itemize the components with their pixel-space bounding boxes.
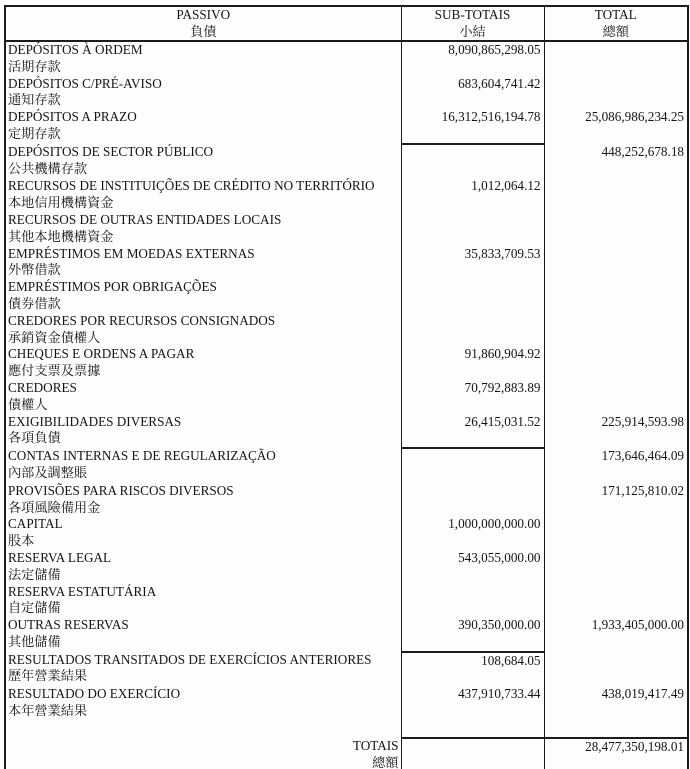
- total-value: [544, 41, 688, 76]
- account-name-zh: 債券借款: [8, 295, 61, 311]
- header-subtotals-pt: SUB-TOTAIS: [434, 7, 511, 22]
- account-row: [5, 483, 688, 517]
- account-name-cell: [5, 346, 401, 380]
- account-name-zh: 外幣借款: [8, 262, 61, 278]
- account-name-zh: 本年營業結果: [8, 703, 88, 719]
- subtotal-value: 70,792,883.89: [401, 380, 544, 414]
- account-row: [5, 617, 688, 652]
- account-name-pt: OUTRAS RESERVAS: [8, 617, 129, 633]
- subtotal-value: 108,684.05: [401, 652, 544, 687]
- account-name-cell: [5, 279, 401, 313]
- account-name-zh: 各項負債: [8, 430, 61, 446]
- total-value: 438,019,417.49: [601, 686, 684, 702]
- spacer-subtotal-cell: [401, 720, 544, 738]
- total-value: [544, 652, 688, 687]
- total-value: [544, 76, 688, 110]
- account-name-pt: EXIGIBILIDADES DIVERSAS: [8, 413, 182, 429]
- account-name-zh: 其他儲備: [8, 633, 61, 649]
- account-name-cell: [5, 617, 401, 652]
- subtotal-value: 8,090,865,298.05: [401, 41, 544, 76]
- account-name-cell: [5, 212, 401, 246]
- subtotal-value: 35,833,709.53: [401, 246, 544, 280]
- account-name-cell: [5, 41, 401, 76]
- account-name-pt: DEPÓSITOS A PRAZO: [8, 109, 137, 125]
- spacer-row: [5, 720, 688, 738]
- totals-row: [5, 738, 688, 769]
- grand-total-value: 28,477,350,198.01: [544, 738, 688, 769]
- account-name-zh: 債權人: [8, 396, 48, 412]
- account-row: [5, 686, 688, 720]
- account-name-cell: [5, 109, 401, 144]
- account-name-cell: [5, 483, 401, 517]
- totals-subtotal-cell: [401, 738, 544, 769]
- account-name-zh: 自定儲備: [8, 600, 61, 616]
- account-name-zh: 其他本地機構資金: [8, 228, 114, 244]
- header-row: [5, 6, 688, 41]
- account-name-pt: CONTAS INTERNAS E DE REGULARIZAÇÃO: [8, 448, 276, 464]
- subtotal-value: 1,012,064.12: [401, 178, 544, 212]
- account-name-zh: 公共機構存款: [8, 160, 88, 176]
- subtotal-value: [401, 279, 544, 313]
- account-name-zh: 歷年營業結果: [8, 668, 88, 684]
- account-row: [5, 279, 688, 313]
- total-value: [544, 550, 688, 584]
- account-name-zh: 定期存款: [8, 125, 61, 141]
- account-row: [5, 584, 688, 618]
- total-value: [544, 346, 688, 380]
- subtotal-value: 16,312,516,194.78: [401, 109, 544, 144]
- total-value: [544, 516, 688, 550]
- account-name-cell: [5, 516, 401, 550]
- account-name-cell: [5, 652, 401, 687]
- header-passivo-zh: 負債: [190, 23, 217, 39]
- account-name-cell: [5, 414, 401, 449]
- total-value: [544, 246, 688, 280]
- account-row: [5, 76, 688, 110]
- totals-label-zh: 總額: [372, 754, 399, 769]
- subtotal-value: 1,000,000,000.00: [401, 516, 544, 550]
- account-name-zh: 通知存款: [8, 92, 61, 108]
- header-total: [544, 6, 688, 41]
- account-row: [5, 516, 688, 550]
- subtotal-value: [401, 584, 544, 618]
- subtotal-value: 390,350,000.00: [401, 617, 544, 652]
- subtotal-value: [401, 144, 544, 179]
- total-value: [544, 279, 688, 313]
- account-name-pt: RESERVA LEGAL: [8, 549, 112, 565]
- account-name-cell: [5, 246, 401, 280]
- account-name-cell: [5, 178, 401, 212]
- account-name-zh: 本地信用機構資金: [8, 195, 114, 211]
- account-name-zh: 各項風險備用金: [8, 499, 101, 515]
- account-name-pt: DEPÓSITOS À ORDEM: [8, 42, 143, 57]
- accounts-body: [5, 41, 688, 720]
- subtotal-value: [401, 313, 544, 347]
- account-name-pt: CAPITAL: [8, 516, 63, 532]
- account-name-zh: 法定儲備: [8, 566, 61, 582]
- account-name-zh: 承銷資金債權人: [8, 329, 101, 345]
- total-value: [544, 313, 688, 347]
- account-row: [5, 144, 688, 179]
- account-name-pt: RESERVA ESTATUTÁRIA: [8, 583, 157, 599]
- subtotal-value: 543,055,000.00: [401, 550, 544, 584]
- subtotal-value: 91,860,904.92: [401, 346, 544, 380]
- account-name-zh: 活期存款: [8, 58, 61, 74]
- header-total-zh: 總額: [602, 23, 629, 39]
- header-subtotals-zh: 小結: [459, 23, 486, 39]
- subtotal-value: 437,910,733.44: [401, 686, 544, 720]
- subtotal-value: 26,415,031.52: [401, 414, 544, 449]
- total-value: 171,125,810.02: [601, 482, 684, 498]
- account-name-cell: [5, 550, 401, 584]
- account-row: [5, 109, 688, 144]
- account-row: [5, 550, 688, 584]
- subtotal-value: [401, 448, 544, 483]
- account-row: [5, 178, 688, 212]
- account-row: [5, 380, 688, 414]
- spacer-name-cell: [5, 720, 401, 738]
- account-name-pt: CHEQUES E ORDENS A PAGAR: [8, 346, 195, 362]
- subtotal-value: [401, 212, 544, 246]
- account-name-zh: 應付支票及票據: [8, 363, 101, 379]
- account-name-pt: RECURSOS DE INSTITUIÇÕES DE CRÉDITO NO TERRITÓRIO: [8, 178, 375, 194]
- account-name-zh: 內部及調整賬: [8, 464, 88, 480]
- totals-label-pt: TOTAIS: [352, 737, 399, 753]
- account-name-pt: CREDORES: [8, 379, 77, 395]
- account-row: [5, 346, 688, 380]
- account-name-pt: RECURSOS DE OUTRAS ENTIDADES LOCAIS: [8, 211, 282, 227]
- header-passivo-pt: PASSIVO: [176, 7, 231, 22]
- account-name-pt: RESULTADOS TRANSITADOS DE EXERCÍCIOS ANTERIORES: [8, 651, 372, 667]
- account-name-pt: RESULTADO DO EXERCÍCIO: [8, 686, 181, 702]
- total-value: [544, 584, 688, 618]
- account-name-zh: 股本: [8, 533, 35, 549]
- account-name-pt: DEPÓSITOS DE SECTOR PÚBLICO: [8, 143, 214, 159]
- account-name-cell: [5, 144, 401, 179]
- account-row: [5, 41, 688, 76]
- total-value: 173,646,464.09: [601, 448, 684, 464]
- total-value: 448,252,678.18: [601, 143, 684, 159]
- total-value: 225,914,593.98: [601, 413, 684, 429]
- account-name-cell: [5, 584, 401, 618]
- account-name-pt: DEPÓSITOS C/PRÉ-AVISO: [8, 75, 162, 91]
- account-name-cell: [5, 448, 401, 483]
- subtotal-value: 683,604,741.42: [401, 76, 544, 110]
- total-value: 25,086,986,234.25: [585, 109, 684, 125]
- account-name-pt: PROVISÕES PARA RISCOS DIVERSOS: [8, 482, 234, 498]
- account-row: [5, 212, 688, 246]
- totals-label-cell: [5, 738, 401, 769]
- subtotal-value: [401, 483, 544, 517]
- header-passivo: [5, 6, 401, 41]
- account-row: [5, 246, 688, 280]
- passivo-table: [4, 5, 689, 769]
- account-name-cell: [5, 380, 401, 414]
- account-name-cell: [5, 313, 401, 347]
- account-row: [5, 414, 688, 449]
- account-row: [5, 313, 688, 347]
- total-value: 1,933,405,000.00: [591, 617, 684, 633]
- account-name-pt: EMPRÉSTIMOS EM MOEDAS EXTERNAS: [8, 245, 255, 261]
- account-name-pt: EMPRÉSTIMOS POR OBRIGAÇÕES: [8, 279, 217, 295]
- header-total-pt: TOTAL: [594, 7, 637, 22]
- account-name-cell: [5, 686, 401, 720]
- account-name-pt: CREDORES POR RECURSOS CONSIGNADOS: [8, 312, 276, 328]
- spacer-total-cell: [544, 720, 688, 738]
- account-row: [5, 652, 688, 687]
- account-row: [5, 448, 688, 483]
- header-subtotals: [401, 6, 544, 41]
- total-value: [544, 212, 688, 246]
- total-value: [544, 178, 688, 212]
- account-name-cell: [5, 76, 401, 110]
- total-value: [544, 380, 688, 414]
